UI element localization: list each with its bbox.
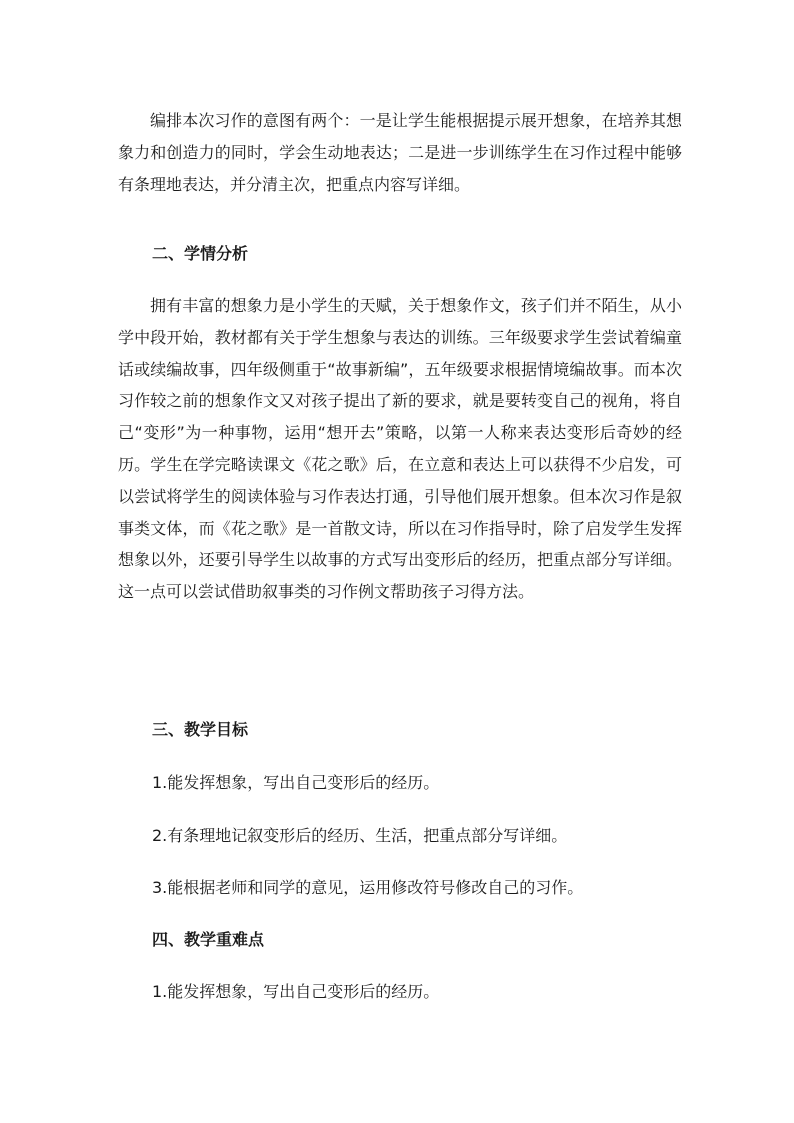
section-heading-key-points: 四、教学重难点 [152, 930, 265, 949]
section-heading-teaching-goals: 三、教学目标 [152, 720, 249, 739]
teaching-goal-item-1: 1.能发挥想象，写出自己变形后的经历。 [152, 773, 440, 792]
section-heading-learning-analysis: 二、学情分析 [152, 244, 249, 263]
teaching-goal-item-2: 2.有条理地记叙变形后的经历、生活，把重点部分写详细。 [152, 826, 568, 845]
teaching-goal-item-3: 3.能根据老师和同学的意见，运用修改符号修改自己的习作。 [152, 878, 584, 897]
learning-analysis-paragraph: 拥有丰富的想象力是小学生的天赋，关于想象作文，孩子们并不陌生，从小学中段开始，教材都有关于学生想象与表达的训练。三年级要求学生尝试着编童话或续编故事，四年级侧重于“故事新编”，五年级要求根据情境编故事。而本次习作较之前的想象作文又对孩子提出了新的要求，就是要转变自己的视角，将自己“变形”为一种事物，运用“想开去”策略，以第一人称来表达变形后奇妙的经历。学生在学完略读课文《花之歌》后，在立意和表达上可以获得不少启发，可以尝试将学生的阅读体验与习作表达打通，引导他们展开想象。但本次习作是叙事类文体，而《花之歌》是一首散文诗，所以在习作指导时，除了启发学生发挥想象以外，还要引导学生以故事的方式写出变形后的经历，把重点部分写详细。这一点可以尝试借助叙事类的习作例文帮助孩子习得方法。 [118, 296, 682, 602]
intro-paragraph: 编排本次习作的意图有两个：一是让学生能根据提示展开想象，在培养其想象力和创造力的同时，学会生动地表达；二是进一步训练学生在习作过程中能够有条理地表达，并分清主次，把重点内容写详细。 [118, 111, 682, 194]
key-point-item-1: 1.能发挥想象，写出自己变形后的经历。 [152, 982, 440, 1001]
